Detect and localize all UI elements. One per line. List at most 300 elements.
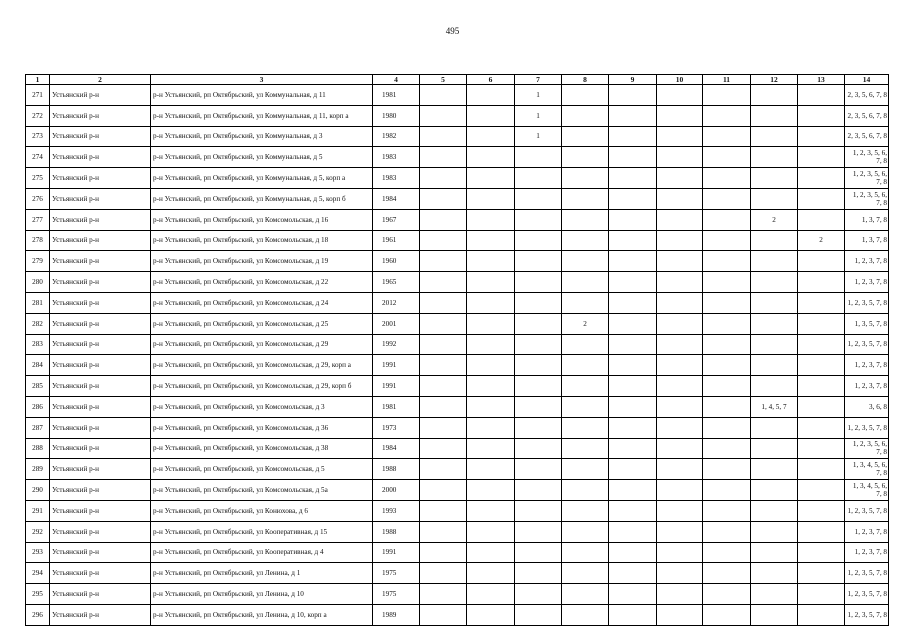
col-9-cell [609,438,657,459]
district-cell: Устьянский р-н [50,85,151,106]
col-14-cell: 3, 6, 8 [845,396,889,417]
col-7-cell [515,334,562,355]
col-9-cell [609,209,657,230]
row-number-cell: 272 [26,105,50,126]
year-cell: 1983 [373,147,420,168]
col-5-cell [420,542,467,563]
col-5-cell [420,376,467,397]
year-cell: 1961 [373,230,420,251]
row-number-cell: 293 [26,542,50,563]
year-cell: 1993 [373,500,420,521]
district-cell: Устьянский р-н [50,563,151,584]
col-13-cell [798,459,845,480]
col-5-cell [420,334,467,355]
col-9-cell [609,230,657,251]
col-9-cell [609,521,657,542]
col-13-cell [798,500,845,521]
district-cell: Устьянский р-н [50,417,151,438]
col-12-cell [751,542,798,563]
col-13-cell [798,355,845,376]
col-8-cell [562,417,609,438]
col-7-cell [515,417,562,438]
year-cell: 1991 [373,355,420,376]
district-cell: Устьянский р-н [50,147,151,168]
column-header: 8 [562,75,609,85]
table-row [26,355,889,376]
col-11-cell [703,272,751,293]
table-row [26,126,889,147]
table-row [26,85,889,106]
row-number-cell: 273 [26,126,50,147]
address-cell: р-н Устьянский, рп Октябрьский, ул Комсомольская, д 38 [151,438,373,459]
address-cell: р-н Устьянский, рп Октябрьский, ул Коммунальная, д 3 [151,126,373,147]
col-14-cell: 1, 2, 3, 7, 8 [845,376,889,397]
table-row [26,604,889,625]
col-11-cell [703,355,751,376]
district-cell: Устьянский р-н [50,209,151,230]
col-9-cell [609,334,657,355]
col-5-cell [420,417,467,438]
col-13-cell [798,147,845,168]
col-11-cell [703,251,751,272]
col-7-cell [515,480,562,501]
address-cell: р-н Устьянский, рп Октябрьский, ул Коммунальная, д 5, корп б [151,188,373,209]
col-9-cell [609,292,657,313]
district-cell: Устьянский р-н [50,542,151,563]
col-11-cell [703,334,751,355]
col-11-cell [703,480,751,501]
col-14-cell: 1, 2, 3, 5, 6, 7, 8 [845,168,889,189]
table-row [26,230,889,251]
table-row [26,542,889,563]
col-11-cell [703,168,751,189]
col-9-cell [609,584,657,605]
col-8-cell [562,230,609,251]
col-7-cell [515,272,562,293]
col-13-cell [798,188,845,209]
row-number-cell: 276 [26,188,50,209]
col-13-cell [798,334,845,355]
col-5-cell [420,85,467,106]
district-cell: Устьянский р-н [50,438,151,459]
col-6-cell [467,126,515,147]
col-8-cell: 2 [562,313,609,334]
col-14-cell: 1, 2, 3, 7, 8 [845,521,889,542]
district-cell: Устьянский р-н [50,459,151,480]
table-row [26,396,889,417]
col-11-cell [703,376,751,397]
col-12-cell [751,459,798,480]
col-6-cell [467,500,515,521]
col-8-cell [562,480,609,501]
row-number-cell: 295 [26,584,50,605]
col-6-cell [467,376,515,397]
col-14-cell: 1, 2, 3, 5, 6, 7, 8 [845,147,889,168]
col-14-cell: 1, 2, 3, 5, 7, 8 [845,334,889,355]
address-cell: р-н Устьянский, рп Октябрьский, ул Комсомольская, д 36 [151,417,373,438]
row-number-cell: 290 [26,480,50,501]
col-13-cell [798,542,845,563]
col-13-cell [798,604,845,625]
col-14-cell: 1, 3, 4, 5, 6, 7, 8 [845,459,889,480]
col-6-cell [467,230,515,251]
address-cell: р-н Устьянский, рп Октябрьский, ул Комсомольская, д 22 [151,272,373,293]
col-10-cell [657,584,703,605]
col-8-cell [562,584,609,605]
col-10-cell [657,147,703,168]
column-header: 12 [751,75,798,85]
col-10-cell [657,188,703,209]
col-11-cell [703,417,751,438]
col-11-cell [703,209,751,230]
col-12-cell [751,584,798,605]
col-7-cell [515,521,562,542]
col-7-cell [515,168,562,189]
col-5-cell [420,500,467,521]
col-10-cell [657,105,703,126]
col-6-cell [467,105,515,126]
col-12-cell [751,313,798,334]
column-header: 6 [467,75,515,85]
table-row [26,563,889,584]
col-11-cell [703,188,751,209]
col-12-cell [751,604,798,625]
col-5-cell [420,188,467,209]
col-13-cell [798,313,845,334]
col-8-cell [562,376,609,397]
col-10-cell [657,417,703,438]
column-header: 13 [798,75,845,85]
col-7-cell: 1 [515,85,562,106]
address-cell: р-н Устьянский, рп Октябрьский, ул Комсомольская, д 18 [151,230,373,251]
row-number-cell: 288 [26,438,50,459]
year-cell: 2012 [373,292,420,313]
col-6-cell [467,563,515,584]
district-cell: Устьянский р-н [50,604,151,625]
col-12-cell [751,334,798,355]
col-9-cell [609,500,657,521]
column-header: 1 [26,75,50,85]
district-cell: Устьянский р-н [50,396,151,417]
col-6-cell [467,604,515,625]
col-8-cell [562,521,609,542]
year-cell: 1975 [373,584,420,605]
col-8-cell [562,168,609,189]
address-cell: р-н Устьянский, рп Октябрьский, ул Коммунальная, д 11 [151,85,373,106]
col-5-cell [420,126,467,147]
col-6-cell [467,438,515,459]
col-13-cell [798,584,845,605]
col-6-cell [467,584,515,605]
year-cell: 1992 [373,334,420,355]
col-7-cell [515,438,562,459]
address-cell: р-н Устьянский, рп Октябрьский, ул Коммунальная, д 5, корп а [151,168,373,189]
col-9-cell [609,376,657,397]
col-14-cell: 1, 2, 3, 7, 8 [845,251,889,272]
col-7-cell [515,147,562,168]
col-8-cell [562,85,609,106]
col-13-cell [798,168,845,189]
col-14-cell: 1, 3, 5, 7, 8 [845,313,889,334]
column-header: 7 [515,75,562,85]
row-number-cell: 282 [26,313,50,334]
col-13-cell [798,438,845,459]
col-14-cell: 2, 3, 5, 6, 7, 8 [845,126,889,147]
address-cell: р-н Устьянский, рп Октябрьский, ул Комсомольская, д 16 [151,209,373,230]
col-9-cell [609,480,657,501]
col-9-cell [609,604,657,625]
col-8-cell [562,396,609,417]
address-cell: р-н Устьянский, рп Октябрьский, ул Комсомольская, д 24 [151,292,373,313]
year-cell: 1981 [373,85,420,106]
col-5-cell [420,521,467,542]
col-9-cell [609,396,657,417]
row-number-cell: 285 [26,376,50,397]
col-8-cell [562,126,609,147]
col-12-cell [751,438,798,459]
col-7-cell [515,563,562,584]
col-12-cell [751,500,798,521]
col-5-cell [420,292,467,313]
col-5-cell [420,168,467,189]
table-row [26,334,889,355]
col-9-cell [609,251,657,272]
year-cell: 1965 [373,272,420,293]
col-5-cell [420,355,467,376]
col-5-cell [420,230,467,251]
table-row [26,168,889,189]
address-cell: р-н Устьянский, рп Октябрьский, ул Кооперативная, д 15 [151,521,373,542]
col-5-cell [420,604,467,625]
col-10-cell [657,272,703,293]
column-header: 5 [420,75,467,85]
col-12-cell [751,480,798,501]
col-12-cell [751,85,798,106]
col-11-cell [703,292,751,313]
col-10-cell [657,334,703,355]
col-8-cell [562,147,609,168]
table-row [26,272,889,293]
address-cell: р-н Устьянский, рп Октябрьский, ул Комсомольская, д 5 [151,459,373,480]
col-10-cell [657,126,703,147]
district-cell: Устьянский р-н [50,376,151,397]
table-row [26,188,889,209]
district-cell: Устьянский р-н [50,584,151,605]
table-row [26,105,889,126]
address-cell: р-н Устьянский, рп Октябрьский, ул Коммунальная, д 11, корп а [151,105,373,126]
table-row [26,313,889,334]
col-5-cell [420,209,467,230]
col-14-cell: 1, 2, 3, 5, 7, 8 [845,500,889,521]
table-row [26,438,889,459]
year-cell: 2000 [373,480,420,501]
col-9-cell [609,459,657,480]
col-6-cell [467,85,515,106]
col-10-cell [657,563,703,584]
col-14-cell: 1, 2, 3, 5, 6, 7, 8 [845,438,889,459]
address-cell: р-н Устьянский, рп Октябрьский, ул Комсомольская, д 29 [151,334,373,355]
district-cell: Устьянский р-н [50,521,151,542]
col-13-cell [798,209,845,230]
col-13-cell [798,417,845,438]
district-cell: Устьянский р-н [50,334,151,355]
year-cell: 1982 [373,126,420,147]
col-9-cell [609,355,657,376]
address-cell: р-н Устьянский, рп Октябрьский, ул Комсомольская, д 19 [151,251,373,272]
col-6-cell [467,521,515,542]
col-5-cell [420,105,467,126]
row-number-cell: 294 [26,563,50,584]
district-cell: Устьянский р-н [50,272,151,293]
col-7-cell [515,313,562,334]
district-cell: Устьянский р-н [50,230,151,251]
col-11-cell [703,500,751,521]
col-13-cell: 2 [798,230,845,251]
col-5-cell [420,563,467,584]
col-6-cell [467,168,515,189]
col-9-cell [609,168,657,189]
col-13-cell [798,376,845,397]
col-8-cell [562,209,609,230]
table-row [26,251,889,272]
col-5-cell [420,396,467,417]
address-cell: р-н Устьянский, рп Октябрьский, ул Коммунальная, д 5 [151,147,373,168]
col-11-cell [703,438,751,459]
col-12-cell [751,376,798,397]
col-7-cell [515,604,562,625]
district-cell: Устьянский р-н [50,188,151,209]
col-6-cell [467,480,515,501]
col-13-cell [798,396,845,417]
row-number-cell: 275 [26,168,50,189]
col-10-cell [657,168,703,189]
col-7-cell [515,376,562,397]
address-cell: р-н Устьянский, рп Октябрьский, ул Комсомольская, д 3 [151,396,373,417]
year-cell: 1991 [373,376,420,397]
year-cell: 1984 [373,438,420,459]
row-number-cell: 284 [26,355,50,376]
col-11-cell [703,126,751,147]
col-11-cell [703,521,751,542]
col-6-cell [467,417,515,438]
address-cell: р-н Устьянский, рп Октябрьский, ул Конюхова, д 6 [151,500,373,521]
col-14-cell: 1, 2, 3, 5, 7, 8 [845,563,889,584]
col-7-cell [515,251,562,272]
col-7-cell [515,542,562,563]
col-10-cell [657,604,703,625]
col-13-cell [798,480,845,501]
year-cell: 1984 [373,188,420,209]
header-row [26,75,889,85]
row-number-cell: 287 [26,417,50,438]
col-8-cell [562,251,609,272]
col-13-cell [798,563,845,584]
year-cell: 1989 [373,604,420,625]
row-number-cell: 281 [26,292,50,313]
col-6-cell [467,313,515,334]
col-13-cell [798,521,845,542]
col-10-cell [657,313,703,334]
col-5-cell [420,147,467,168]
col-10-cell [657,480,703,501]
col-6-cell [467,355,515,376]
col-11-cell [703,396,751,417]
col-6-cell [467,292,515,313]
col-8-cell [562,188,609,209]
col-10-cell [657,85,703,106]
district-cell: Устьянский р-н [50,500,151,521]
col-8-cell [562,604,609,625]
col-6-cell [467,147,515,168]
col-9-cell [609,417,657,438]
col-14-cell: 1, 2, 3, 7, 8 [845,542,889,563]
column-header: 10 [657,75,703,85]
col-12-cell [751,272,798,293]
col-9-cell [609,85,657,106]
col-10-cell [657,521,703,542]
col-7-cell [515,355,562,376]
table-body [26,85,889,626]
col-13-cell [798,251,845,272]
col-13-cell [798,105,845,126]
col-14-cell: 1, 2, 3, 5, 7, 8 [845,584,889,605]
col-6-cell [467,542,515,563]
year-cell: 1991 [373,542,420,563]
col-5-cell [420,480,467,501]
year-cell: 1980 [373,105,420,126]
col-8-cell [562,105,609,126]
col-11-cell [703,313,751,334]
col-13-cell [798,126,845,147]
col-7-cell [515,584,562,605]
column-header: 11 [703,75,751,85]
row-number-cell: 291 [26,500,50,521]
col-12-cell [751,147,798,168]
col-14-cell: 2, 3, 5, 6, 7, 8 [845,105,889,126]
col-12-cell: 2 [751,209,798,230]
col-13-cell [798,292,845,313]
row-number-cell: 292 [26,521,50,542]
table-row [26,147,889,168]
col-7-cell [515,209,562,230]
year-cell: 1975 [373,563,420,584]
col-13-cell [798,85,845,106]
table-row [26,584,889,605]
col-10-cell [657,292,703,313]
year-cell: 1988 [373,521,420,542]
col-10-cell [657,438,703,459]
row-number-cell: 274 [26,147,50,168]
col-12-cell [751,251,798,272]
district-cell: Устьянский р-н [50,251,151,272]
col-8-cell [562,459,609,480]
col-6-cell [467,459,515,480]
col-10-cell [657,542,703,563]
year-cell: 1973 [373,417,420,438]
table-row [26,521,889,542]
address-cell: р-н Устьянский, рп Октябрьский, ул Комсомольская, д 29, корп а [151,355,373,376]
table-row [26,500,889,521]
col-5-cell [420,438,467,459]
col-12-cell [751,563,798,584]
col-9-cell [609,563,657,584]
district-cell: Устьянский р-н [50,168,151,189]
column-header: 2 [50,75,151,85]
col-12-cell [751,355,798,376]
col-7-cell [515,292,562,313]
col-6-cell [467,251,515,272]
col-10-cell [657,251,703,272]
